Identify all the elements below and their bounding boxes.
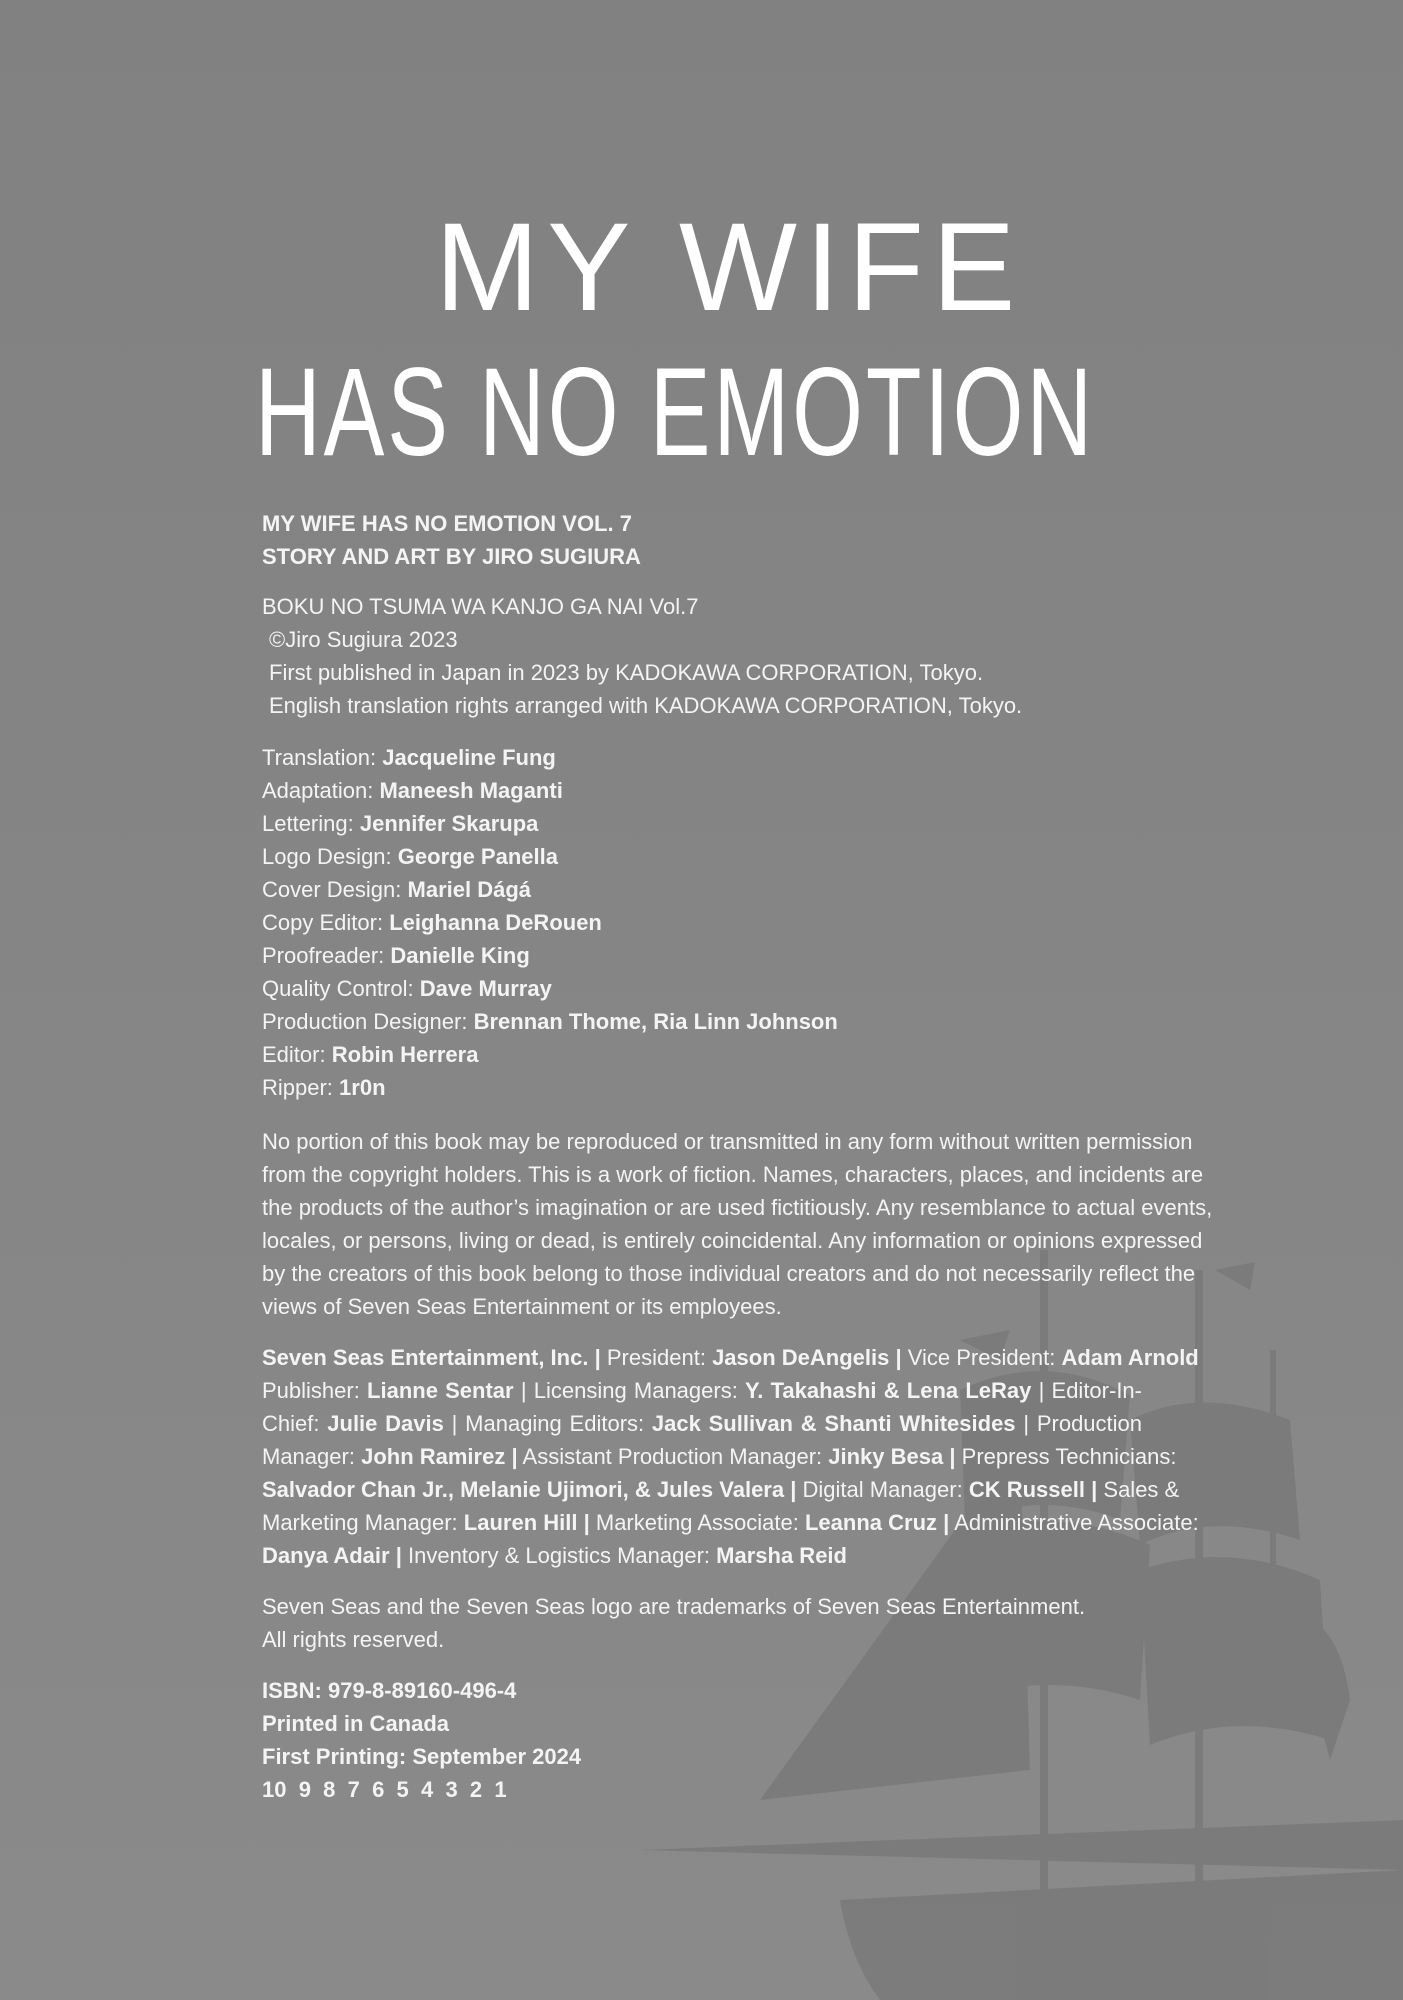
staff-label: Licensing Managers: bbox=[533, 1378, 738, 1403]
staff-label: Managing Editors: bbox=[465, 1411, 645, 1436]
staff-name: Y. Takahashi & Lena LeRay bbox=[745, 1378, 1032, 1403]
staff-line bbox=[262, 1440, 1177, 1473]
staff-label: Digital Manager: bbox=[802, 1477, 963, 1502]
credit-role: Editor: bbox=[262, 1042, 326, 1067]
credit-role: Proofreader: bbox=[262, 943, 385, 968]
staff-label: Sales & bbox=[1103, 1477, 1180, 1502]
separator: | bbox=[1023, 1411, 1030, 1436]
book-header bbox=[262, 507, 1142, 573]
disclaimer-paragraph bbox=[262, 1125, 1213, 1323]
credit-name: Dave Murray bbox=[419, 976, 552, 1001]
credit-role: Quality Control: bbox=[262, 976, 414, 1001]
book-title: MY WIFE HAS NO EMOTION VOL. 7 bbox=[262, 511, 632, 536]
credit-row bbox=[262, 906, 1142, 939]
staff-line bbox=[262, 1539, 1142, 1572]
credit-name: Maneesh Maganti bbox=[379, 778, 563, 803]
rights-reserved: All rights reserved. bbox=[262, 1627, 445, 1652]
separator: | bbox=[895, 1345, 902, 1370]
staff-line bbox=[262, 1473, 1180, 1506]
staff-label: Vice President: bbox=[907, 1345, 1056, 1370]
staff-name: Jason DeAngelis bbox=[712, 1345, 890, 1370]
credit-row bbox=[262, 840, 1142, 873]
copyright: ©Jiro Sugiura 2023 bbox=[269, 627, 458, 652]
credit-role: Lettering: bbox=[262, 811, 354, 836]
disclaimer-line: the products of the author’s imagination or are used fictitiously. Any resemblance to actual events, bbox=[262, 1195, 1213, 1220]
credit-role: Cover Design: bbox=[262, 877, 402, 902]
separator: | bbox=[520, 1378, 527, 1403]
first-printing: First Printing: September 2024 bbox=[262, 1744, 582, 1769]
staff-name: Jinky Besa bbox=[828, 1444, 944, 1469]
credit-name: Jacqueline Fung bbox=[382, 745, 556, 770]
staff-label: Administrative Associate: bbox=[954, 1510, 1199, 1535]
staff-line bbox=[262, 1506, 1199, 1539]
credit-row bbox=[262, 939, 1142, 972]
credit-name: 1r0n bbox=[339, 1075, 386, 1100]
staff-name: Julie Davis bbox=[327, 1411, 444, 1436]
separator: | bbox=[790, 1477, 797, 1502]
staff-label: Editor-In- bbox=[1051, 1378, 1142, 1403]
printing-info bbox=[262, 1674, 1142, 1806]
disclaimer-line: locales, or persons, living or dead, is entirely coincidental. Any information or opinions expressed bbox=[262, 1228, 1203, 1253]
staff-name: John Ramirez bbox=[361, 1444, 506, 1469]
staff-line bbox=[262, 1341, 1199, 1374]
disclaimer-line: views of Seven Seas Entertainment or its employees. bbox=[262, 1294, 782, 1319]
credit-name: George Panella bbox=[397, 844, 558, 869]
staff-label: Publisher: bbox=[262, 1378, 360, 1403]
credit-row bbox=[262, 807, 1142, 840]
trademark-line: Seven Seas and the Seven Seas logo are trademarks of Seven Seas Entertainment. bbox=[262, 1594, 1086, 1619]
staff-name: CK Russell bbox=[968, 1477, 1085, 1502]
credit-name: Danielle King bbox=[390, 943, 530, 968]
credit-role: Copy Editor: bbox=[262, 910, 384, 935]
separator: | bbox=[395, 1543, 402, 1568]
original-publication bbox=[262, 590, 1142, 722]
separator: | bbox=[511, 1444, 518, 1469]
staff-line bbox=[262, 1407, 1142, 1440]
credit-name: Jennifer Skarupa bbox=[359, 811, 539, 836]
credit-row bbox=[262, 741, 1142, 774]
first-published: First published in Japan in 2023 by KADOKAWA CORPORATION, Tokyo. bbox=[269, 660, 984, 685]
staff-label: Prepress Technicians: bbox=[961, 1444, 1177, 1469]
staff-name: Lianne Sentar bbox=[367, 1378, 514, 1403]
credit-role: Logo Design: bbox=[262, 844, 392, 869]
credit-role: Adaptation: bbox=[262, 778, 374, 803]
credit-row bbox=[262, 774, 1142, 807]
separator: | bbox=[451, 1411, 458, 1436]
printed-in: Printed in Canada bbox=[262, 1711, 450, 1736]
staff-label: Marketing Associate: bbox=[595, 1510, 799, 1535]
staff-name: Adam Arnold bbox=[1061, 1345, 1199, 1370]
separator: | bbox=[1091, 1477, 1098, 1502]
credit-role: Translation: bbox=[262, 745, 377, 770]
credit-row bbox=[262, 1071, 1142, 1104]
staff-paragraph bbox=[262, 1341, 1199, 1572]
credit-role: Ripper: bbox=[262, 1075, 333, 1100]
credit-row bbox=[262, 873, 1142, 906]
credit-name: Brennan Thome, Ria Linn Johnson bbox=[473, 1009, 838, 1034]
company-name: Seven Seas Entertainment, Inc. bbox=[262, 1345, 589, 1370]
staff-label: Chief: bbox=[262, 1411, 320, 1436]
credits-list bbox=[262, 741, 1142, 1104]
credit-row bbox=[262, 1005, 1142, 1038]
disclaimer-line: by the creators of this book belong to those individual creators and do not necessarily reflect the bbox=[262, 1261, 1196, 1286]
disclaimer-line: No portion of this book may be reproduced or transmitted in any form without written permission bbox=[262, 1129, 1193, 1154]
staff-label: Production bbox=[1036, 1411, 1143, 1436]
credit-role: Production Designer: bbox=[262, 1009, 468, 1034]
staff-name: Danya Adair bbox=[262, 1543, 390, 1568]
staff-label: Manager: bbox=[262, 1444, 355, 1469]
logo-line-1: MY WIFE bbox=[435, 198, 1024, 337]
staff-name: Salvador Chan Jr., Melanie Ujimori, & Jules Valera bbox=[262, 1477, 785, 1502]
staff-name: Marsha Reid bbox=[716, 1543, 847, 1568]
trademark-notice bbox=[262, 1590, 1142, 1656]
credit-name: Leighanna DeRouen bbox=[389, 910, 602, 935]
staff-name: Jack Sullivan & Shanti Whitesides bbox=[651, 1411, 1016, 1436]
separator: | bbox=[583, 1510, 590, 1535]
staff-name: Lauren Hill bbox=[463, 1510, 578, 1535]
translation-rights: English translation rights arranged with KADOKAWA CORPORATION, Tokyo. bbox=[269, 693, 1023, 718]
byline: STORY AND ART BY JIRO SUGIURA bbox=[262, 544, 641, 569]
credit-name: Mariel Dágá bbox=[407, 877, 532, 902]
staff-line bbox=[262, 1374, 1142, 1407]
staff-label: Marketing Manager: bbox=[262, 1510, 458, 1535]
credit-row bbox=[262, 1038, 1142, 1071]
separator: | bbox=[1038, 1378, 1045, 1403]
original-title: BOKU NO TSUMA WA KANJO GA NAI Vol.7 bbox=[262, 594, 699, 619]
staff-name: Leanna Cruz bbox=[804, 1510, 938, 1535]
separator: | bbox=[594, 1345, 601, 1370]
separator: | bbox=[943, 1510, 950, 1535]
staff-label: Assistant Production Manager: bbox=[522, 1444, 823, 1469]
staff-label: President: bbox=[606, 1345, 706, 1370]
printing-numbers: 10 9 8 7 6 5 4 3 2 1 bbox=[262, 1777, 507, 1802]
credit-name: Robin Herrera bbox=[331, 1042, 479, 1067]
credit-row bbox=[262, 972, 1142, 1005]
disclaimer-line: from the copyright holders. This is a work of fiction. Names, characters, places, and incidents are bbox=[262, 1162, 1204, 1187]
title-logo bbox=[255, 198, 1155, 505]
separator: | bbox=[949, 1444, 956, 1469]
staff-label: Inventory & Logistics Manager: bbox=[407, 1543, 711, 1568]
logo-line-2: HAS NO EMOTION bbox=[255, 343, 1095, 482]
isbn: ISBN: 979-8-89160-496-4 bbox=[262, 1678, 517, 1703]
